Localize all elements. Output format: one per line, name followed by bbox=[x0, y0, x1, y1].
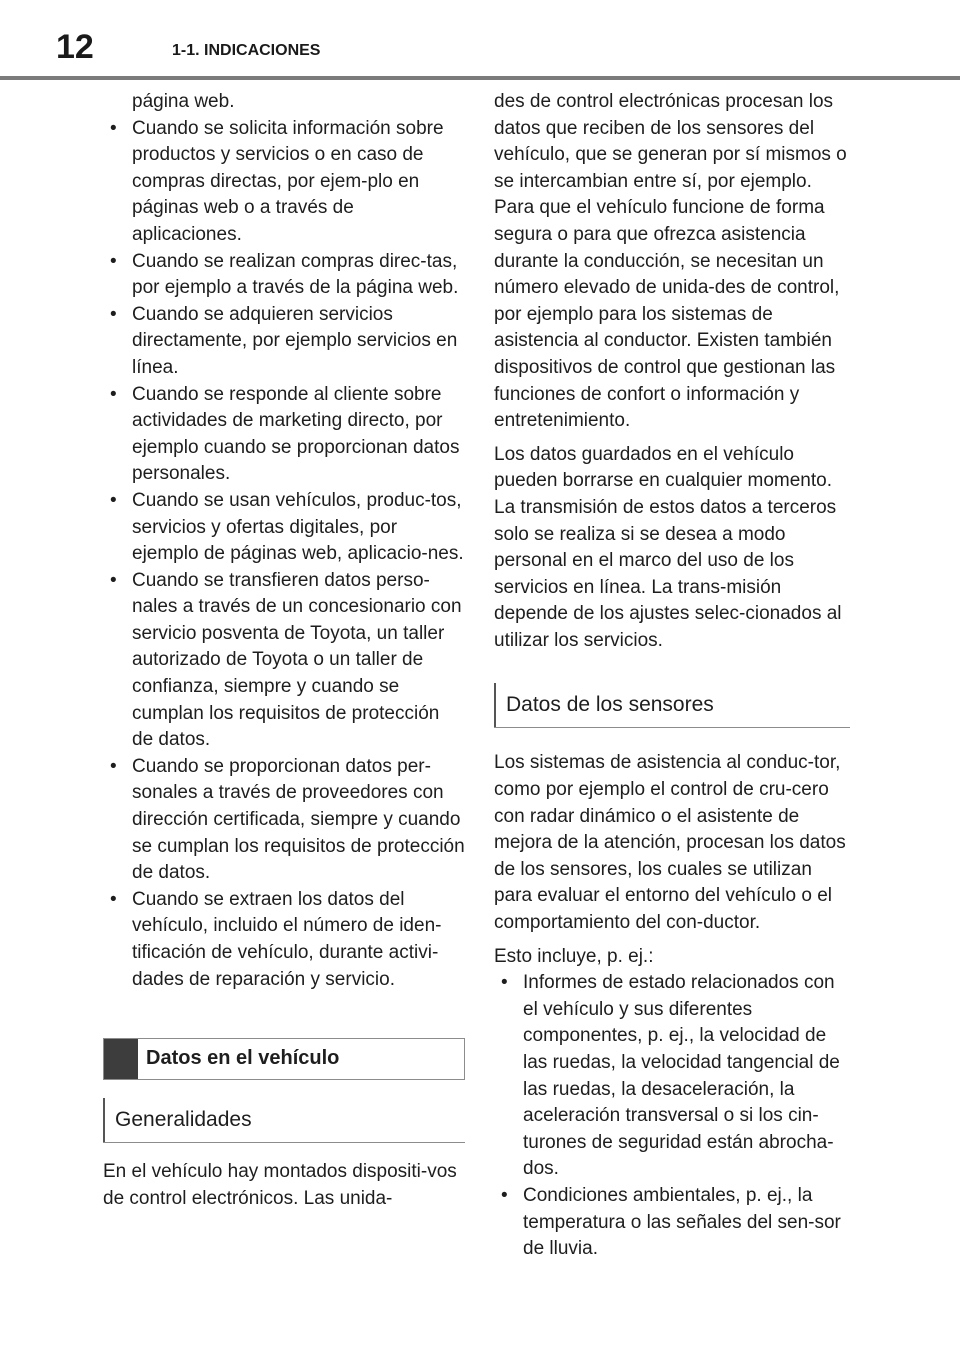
page-header bbox=[0, 0, 960, 80]
heading-bar bbox=[104, 1039, 138, 1079]
list-item: • Cuando se usan vehículos, produc-tos, servicios y ofertas digitales, por ejemplo de páginas web, aplicacio-nes. bbox=[103, 488, 465, 568]
paragraph: En el vehículo hay montados dispositi-vos de control electrónicos. Las unida- bbox=[103, 1161, 457, 1209]
right-column bbox=[494, 89, 850, 1263]
left-bullet-list bbox=[103, 116, 465, 994]
subheading-generalidades bbox=[103, 1098, 465, 1143]
list-item: • Condiciones ambientales, p. ej., la temperatura o las señales del sen-sor de lluvia. bbox=[494, 1183, 850, 1263]
subheading-bar bbox=[494, 683, 496, 727]
paragraph: Los sistemas de asistencia al conduc-tor, como por ejemplo el control de cru-cero con radar dinámico o el asistente de mejora de la atención, procesan los datos de los sensores, los cuales se utilizan para evaluar el entorno del vehículo o el comportamiento del con-ductor. bbox=[494, 752, 846, 934]
list-item: • Informes de estado relacionados con el vehículo y sus diferentes componentes, p. ej., la velocidad de las ruedas, la velocidad tangencial de las ruedas, la desaceleración, la aceleración transversal o si los cin-turones de seguridad están abrocha-dos. bbox=[494, 970, 850, 1183]
left-column bbox=[103, 89, 465, 1212]
subheading-datos-sensores bbox=[494, 683, 850, 728]
list-item: • Cuando se realizan compras direc-tas, por ejemplo a través de la página web. bbox=[103, 249, 465, 302]
list-item: • Cuando se proporcionan datos per-sonales a través de proveedores con dirección certificada, siempre y cuando se cumplan los requisitos de protección de datos. bbox=[103, 754, 465, 887]
subheading-label: Datos de los sensores bbox=[506, 693, 714, 717]
heading-label: Datos en el vehículo bbox=[146, 1047, 340, 1070]
list-item: • Cuando se responde al cliente sobre actividades de marketing directo, por ejemplo cuando se proporcionan datos personales. bbox=[103, 382, 465, 488]
right-bullet-list bbox=[494, 970, 850, 1263]
page-number: 12 bbox=[56, 28, 94, 66]
subheading-bar bbox=[103, 1098, 105, 1142]
section-heading-datos-vehiculo bbox=[103, 1038, 465, 1080]
list-item: • Cuando se extraen los datos del vehículo, incluido el número de iden-tificación de vehículo, durante activi-dades de reparación y servicio. bbox=[103, 887, 465, 993]
header-rule bbox=[0, 76, 960, 80]
list-item: • Cuando se solicita información sobre productos y servicios o en caso de compras directas, por ejem-plo en páginas web o a través de aplicaciones. bbox=[103, 116, 465, 249]
list-item: • Cuando se adquieren servicios directamente, por ejemplo servicios en línea. bbox=[103, 302, 465, 382]
paragraph: Esto incluye, p. ej.: bbox=[494, 945, 654, 967]
paragraph: des de control electrónicas procesan los datos que reciben de los sensores del vehículo, que se generan por sí mismos o se intercambian entre sí, por ejemplo. Para que el vehículo funcione de forma segura o para que ofrezca asistencia durante la conducción, se necesitan un número elevado de unida-des de control, por ejemplo para los sistemas de asistencia al conductor. Existen también dispositivos de control que gestionan las funciones de confort o información y entretenimiento. bbox=[494, 91, 847, 432]
section-title: 1-1. INDICACIONES bbox=[172, 42, 321, 59]
list-item: • Cuando se transfieren datos perso-nales a través de un concesionario con servicio posventa de Toyota, un taller autorizado de Toyota o un taller de confianza, siempre y cuando se cumplan los requisitos de protección de datos. bbox=[103, 568, 465, 754]
subheading-label: Generalidades bbox=[115, 1108, 252, 1132]
continued-text: página web. bbox=[132, 91, 235, 112]
paragraph: Los datos guardados en el vehículo pueden borrarse en cualquier momento. La transmisión de estos datos a terceros solo se realiza si se desea a modo personal en el marco del uso de los servicios en línea. La trans-misión depende de los ajustes selec-cionados al utilizar los servicios. bbox=[494, 443, 842, 651]
